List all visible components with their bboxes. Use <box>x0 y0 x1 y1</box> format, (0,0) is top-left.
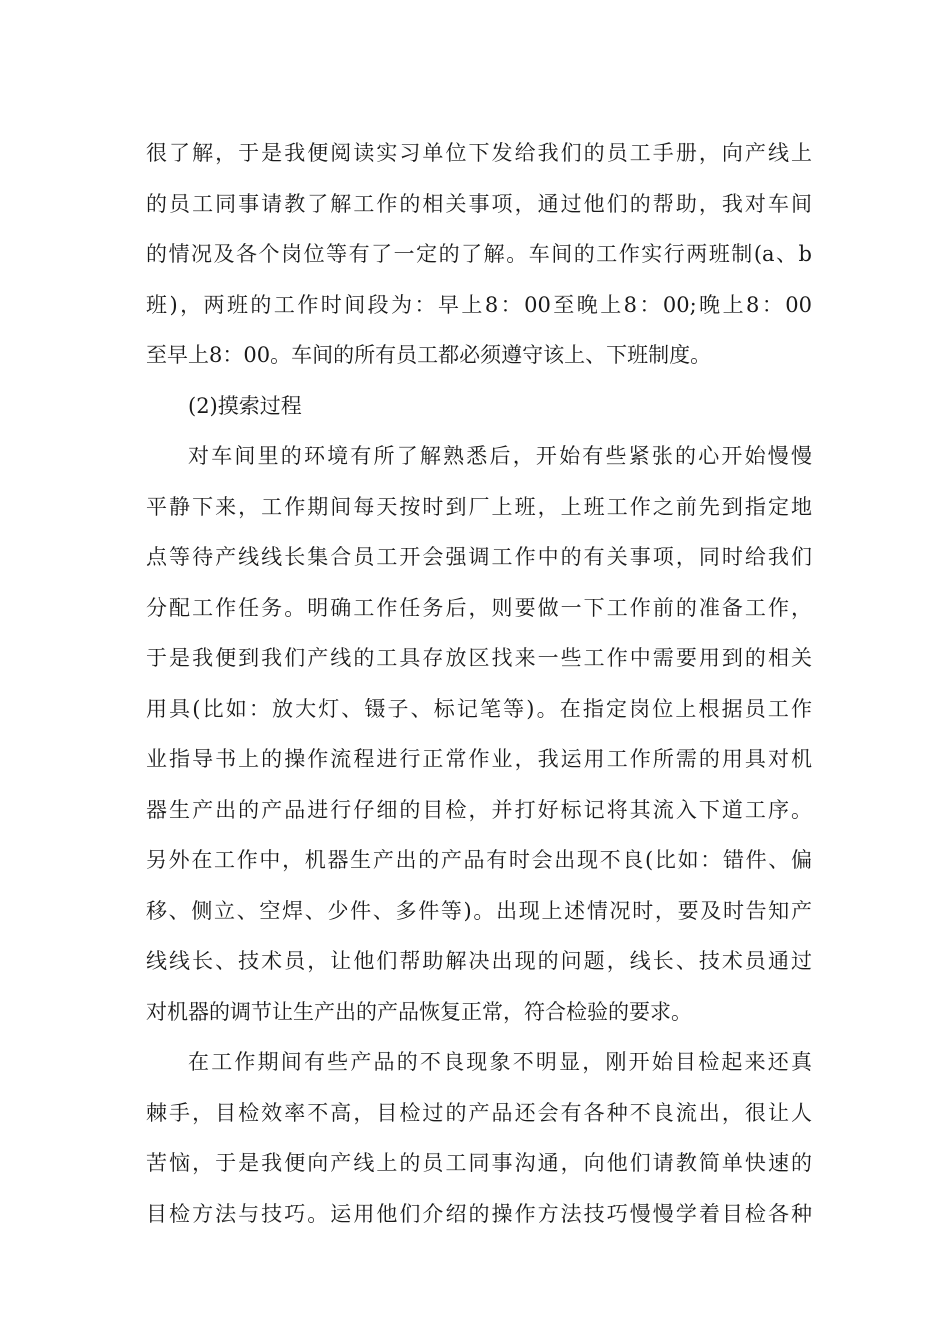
paragraph <box>146 1037 812 1239</box>
text-line: 点等待产线线长集合员工开会强调工作中的有关事项，同时给我们 <box>146 545 812 569</box>
text-line: 对机器的调节让生产出的产品恢复正常，符合检验的要求。 <box>146 999 692 1024</box>
text-line: 分配工作任务。明确工作任务后，则要做一下工作前的准备工作， <box>146 595 812 620</box>
text-line: 的情况及各个岗位等有了一定的了解。车间的工作实行两班制(a、b <box>146 242 812 266</box>
text-line: 于是我便到我们产线的工具存放区找来一些工作中需要用到的相关 <box>146 646 812 670</box>
text-line: 苦恼，于是我便向产线上的员工同事沟通，向他们请教简单快速的 <box>146 1151 812 1175</box>
section-heading <box>146 381 812 432</box>
text-line: 线线长、技术员，让他们帮助解决出现的问题，线长、技术员通过 <box>146 949 812 973</box>
document-body <box>146 128 812 1239</box>
text-line: 的员工同事请教了解工作的相关事项，通过他们的帮助，我对车间 <box>146 191 812 216</box>
paragraph <box>146 431 812 1037</box>
text-line: 器生产出的产品进行仔细的目检，并打好标记将其流入下道工序。 <box>146 797 812 822</box>
text-line: 对车间里的环境有所了解熟悉后，开始有些紧张的心开始慢慢 <box>188 444 812 468</box>
text-line: 平静下来，工作期间每天按时到厂上班，上班工作之前先到指定地 <box>146 494 812 519</box>
text-line: 业指导书上的操作流程进行正常作业，我运用工作所需的用具对机 <box>146 747 812 771</box>
paragraph-continuation <box>146 128 812 381</box>
text-line: 很了解，于是我便阅读实习单位下发给我们的员工手册，向产线上 <box>146 141 812 165</box>
text-line: 移、侧立、空焊、少件、多件等)。出现上述情况时，要及时告知产 <box>146 898 812 923</box>
text-line: 班)，两班的工作时间段为：早上8：00至晚上8：00;晚上8：00 <box>146 292 812 317</box>
text-line: 棘手，目检效率不高，目检过的产品还会有各种不良流出，很让人 <box>146 1100 812 1125</box>
text-line: 至早上8：00。车间的所有员工都必须遵守该上、下班制度。 <box>146 343 712 367</box>
text-line: 目检方法与技巧。运用他们介绍的操作方法技巧慢慢学着目检各种 <box>146 1201 812 1226</box>
text-line: 在工作期间有些产品的不良现象不明显，刚开始目检起来还真 <box>188 1050 812 1074</box>
text-line: 用具(比如：放大灯、镊子、标记笔等)。在指定岗位上根据员工作 <box>146 696 812 721</box>
section-heading-text: (2)摸索过程 <box>188 393 302 418</box>
text-line: 另外在工作中，机器生产出的产品有时会出现不良(比如：错件、偏 <box>146 848 812 872</box>
